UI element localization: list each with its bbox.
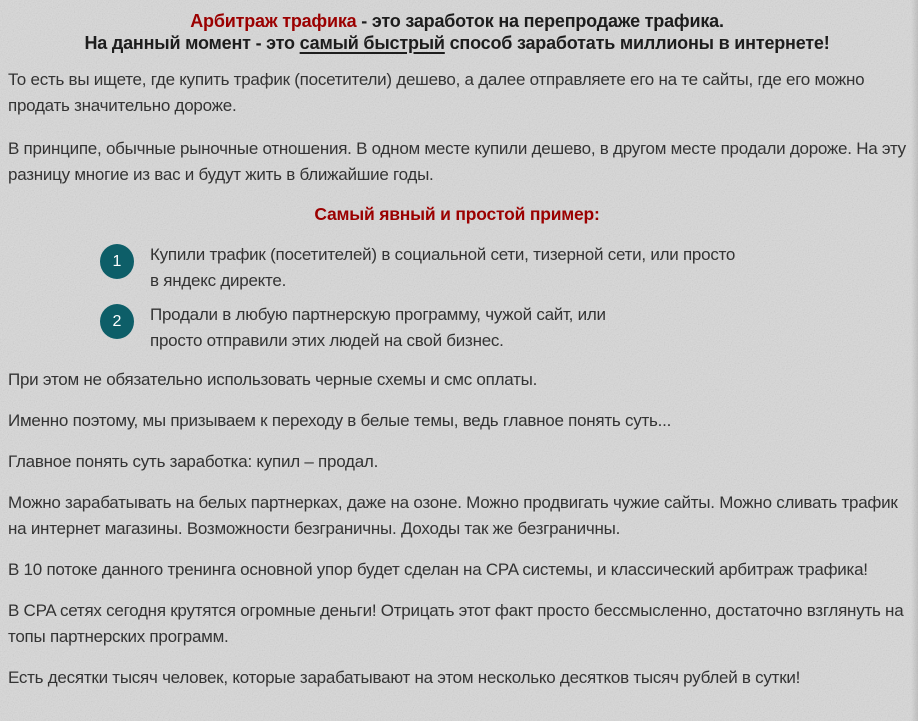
paragraph: При этом не обязательно использовать черные схемы и смс оплаты.: [8, 370, 538, 389]
step-number: 1: [112, 253, 122, 270]
step-text: [150, 302, 606, 354]
list-item: [100, 302, 906, 354]
paragraph: Главное понять суть заработка: купил – продал.: [8, 452, 379, 471]
title-line2-after: способ заработать миллионы в интернете!: [444, 33, 830, 53]
title-line1-rest: - это заработок на перепродаже трафика.: [356, 11, 724, 31]
step-text-line: Продали в любую партнерскую программу, чужой сайт, или: [150, 305, 606, 324]
steps-list: [100, 242, 906, 354]
title-underlined-phrase: самый быстрый: [299, 33, 445, 53]
title-line2-before: На данный момент - это: [84, 33, 300, 53]
step-text-line: Купили трафик (посетителей) в социальной сети, тизерной сети, или просто: [150, 245, 736, 264]
step-text: [150, 242, 735, 294]
list-item: [100, 242, 906, 294]
paragraph: Можно зарабатывать на белых партнерках, даже на озоне. Можно продвигать чужие сайты. Можно сливать трафик на интернет магазины. Возможности безграничны. Доходы так же безграничны.: [8, 493, 898, 538]
page-title: [8, 10, 906, 54]
title-line-1: [8, 10, 906, 32]
step-number-badge: [100, 304, 134, 339]
paragraph: Есть десятки тысяч человек, которые зарабатывают на этом несколько десятков тысяч рублей в сутки!: [8, 668, 801, 687]
example-heading: Самый явный и простой пример:: [314, 204, 600, 224]
step-text-line: в яндекс директе.: [150, 271, 287, 290]
title-highlight: Арбитраж трафика: [190, 11, 357, 31]
paragraph: То есть вы ищете, где купить трафик (посетители) дешево, а далее отправляете его на те сайты, где его можно продать значительно дороже.: [8, 70, 865, 115]
paragraph: В CPA сетях сегодня крутятся огромные деньги! Отрицать этот факт просто бессмысленно, достаточно взглянуть на топы партнерских программ.: [8, 601, 904, 646]
step-number-badge: [100, 244, 134, 279]
paragraph: В принципе, обычные рыночные отношения. В одном месте купили дешево, в другом месте продали дороже. На эту разницу многие из вас и будут жить в ближайшие годы.: [8, 139, 906, 184]
step-number: 2: [112, 313, 122, 330]
step-text-line: просто отправили этих людей на свой бизнес.: [150, 331, 504, 350]
paragraph: Именно поэтому, мы призываем к переходу в белые темы, ведь главное понять суть...: [8, 411, 672, 430]
title-line-2: [8, 32, 906, 54]
paragraph: В 10 потоке данного тренинга основной упор будет сделан на CPA системы, и классический арбитраж трафика!: [8, 560, 868, 579]
